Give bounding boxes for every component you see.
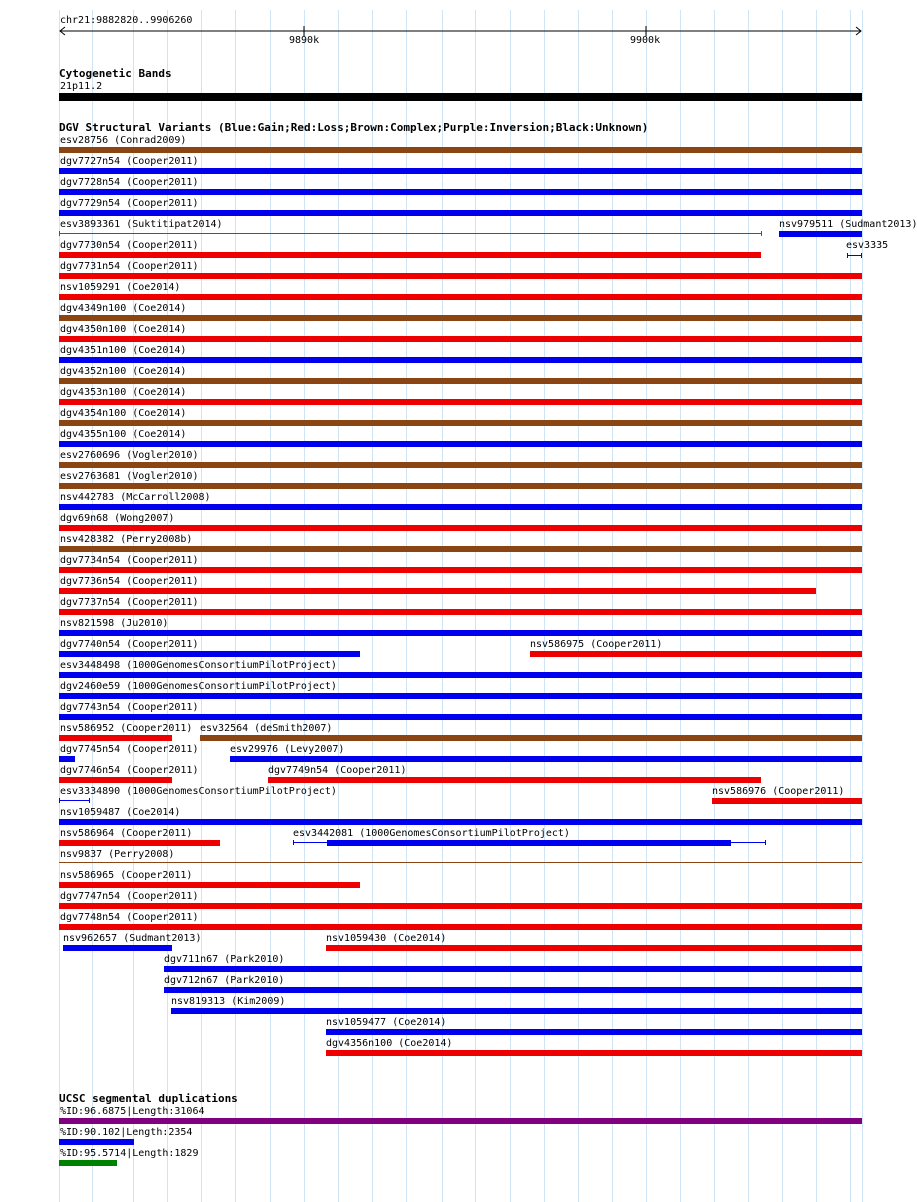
variant-label[interactable]: dgv7749n54 (Cooper2011) bbox=[268, 765, 407, 776]
variant-bar[interactable] bbox=[59, 588, 816, 594]
variant-label[interactable]: dgv4352n100 (Coe2014) bbox=[60, 366, 187, 377]
variant-bar[interactable] bbox=[712, 798, 862, 804]
variant-bar[interactable] bbox=[530, 651, 862, 657]
variant-bar[interactable] bbox=[59, 168, 862, 174]
variant-bar[interactable] bbox=[59, 546, 862, 552]
variant-line[interactable] bbox=[59, 800, 90, 801]
variant-label[interactable]: dgv7745n54 (Cooper2011) bbox=[60, 744, 199, 755]
variant-label[interactable]: dgv7730n54 (Cooper2011) bbox=[60, 240, 199, 251]
variant-line[interactable] bbox=[59, 233, 762, 234]
variant-bar[interactable] bbox=[59, 756, 75, 762]
variant-bar[interactable] bbox=[59, 315, 862, 321]
cytoband-label: 21p11.2 bbox=[60, 81, 103, 92]
variant-bar[interactable] bbox=[268, 777, 761, 783]
variant-label[interactable]: dgv7740n54 (Cooper2011) bbox=[60, 639, 199, 650]
variant-bar[interactable] bbox=[164, 987, 862, 993]
variant-label[interactable]: dgv7747n54 (Cooper2011) bbox=[60, 891, 199, 902]
variant-bar[interactable] bbox=[59, 609, 862, 615]
ruler-tick-label: 9890k bbox=[289, 35, 320, 46]
variant-label[interactable]: dgv7736n54 (Cooper2011) bbox=[60, 576, 199, 587]
variant-end-tick bbox=[89, 798, 90, 803]
variant-bar[interactable] bbox=[59, 693, 862, 699]
variant-bar[interactable] bbox=[59, 147, 862, 153]
variant-bar[interactable] bbox=[59, 462, 862, 468]
variant-label[interactable]: nsv979511 (Sudmant2013) bbox=[779, 219, 917, 230]
variant-label[interactable]: dgv712n67 (Park2010) bbox=[164, 975, 285, 986]
variant-bar[interactable] bbox=[59, 294, 862, 300]
variant-bar[interactable] bbox=[59, 441, 862, 447]
segdup-label[interactable]: %ID:90.102|Length:2354 bbox=[60, 1127, 193, 1138]
variant-label[interactable]: nsv586964 (Cooper2011) bbox=[60, 828, 193, 839]
variant-label[interactable]: nsv821598 (Ju2010) bbox=[60, 618, 169, 629]
variant-label[interactable]: esv3442081 (1000GenomesConsortiumPilotProject) bbox=[293, 828, 570, 839]
variant-bar[interactable] bbox=[59, 399, 862, 405]
variant-label[interactable]: dgv7729n54 (Cooper2011) bbox=[60, 198, 199, 209]
variant-label[interactable]: nsv586975 (Cooper2011) bbox=[530, 639, 663, 650]
variant-label[interactable]: esv3448498 (1000GenomesConsortiumPilotProject) bbox=[60, 660, 337, 671]
variant-bar[interactable] bbox=[59, 504, 862, 510]
variant-bar[interactable] bbox=[59, 189, 862, 195]
variant-label[interactable]: dgv4350n100 (Coe2014) bbox=[60, 324, 187, 335]
variant-bar[interactable] bbox=[59, 924, 862, 930]
variant-bar[interactable] bbox=[59, 525, 862, 531]
variant-label[interactable]: dgv4356n100 (Coe2014) bbox=[326, 1038, 453, 1049]
variant-label[interactable]: dgv2460e59 (1000GenomesConsortiumPilotProject) bbox=[60, 681, 337, 692]
variant-bar[interactable] bbox=[59, 651, 360, 657]
ruler-tick-label: 9900k bbox=[630, 35, 661, 46]
variant-bar[interactable] bbox=[59, 567, 862, 573]
variant-label[interactable]: esv2763681 (Vogler2010) bbox=[60, 471, 199, 482]
variant-line[interactable] bbox=[847, 255, 862, 256]
variant-label[interactable]: nsv1059477 (Coe2014) bbox=[326, 1017, 447, 1028]
variant-end-tick bbox=[765, 840, 766, 845]
variant-label[interactable]: esv3334890 (1000GenomesConsortiumPilotProject) bbox=[60, 786, 337, 797]
variant-bar[interactable] bbox=[326, 1029, 862, 1035]
ruler-range-label: chr21:9882820..9906260 bbox=[60, 15, 193, 26]
variant-bar[interactable] bbox=[200, 735, 862, 741]
track-title: UCSC segmental duplications bbox=[59, 1092, 238, 1105]
variant-label[interactable]: nsv962657 (Sudmant2013) bbox=[63, 933, 202, 944]
variant-bar[interactable] bbox=[59, 735, 172, 741]
track-title: Cytogenetic Bands bbox=[59, 67, 172, 80]
variant-end-tick bbox=[761, 231, 762, 236]
variant-label[interactable]: nsv442783 (McCarroll2008) bbox=[60, 492, 211, 503]
variant-bar[interactable] bbox=[164, 966, 862, 972]
variant-bar[interactable] bbox=[59, 357, 862, 363]
variant-bar[interactable] bbox=[59, 252, 761, 258]
variant-label[interactable]: esv3335 bbox=[846, 240, 889, 251]
variant-line[interactable] bbox=[59, 862, 862, 863]
variant-bar[interactable] bbox=[59, 672, 862, 678]
variant-label[interactable]: dgv7734n54 (Cooper2011) bbox=[60, 555, 199, 566]
track-title: DGV Structural Variants (Blue:Gain;Red:Loss;Brown:Complex;Purple:Inversion;Black:Unknown) bbox=[59, 121, 649, 134]
variant-bar[interactable] bbox=[59, 210, 862, 216]
variant-label[interactable]: dgv7748n54 (Cooper2011) bbox=[60, 912, 199, 923]
variant-label[interactable]: dgv711n67 (Park2010) bbox=[164, 954, 285, 965]
variant-end-tick bbox=[293, 840, 294, 845]
variant-label[interactable]: nsv1059487 (Coe2014) bbox=[60, 807, 181, 818]
variant-label[interactable]: dgv7743n54 (Cooper2011) bbox=[60, 702, 199, 713]
variant-bar[interactable] bbox=[326, 1050, 862, 1056]
segdup-bar[interactable] bbox=[59, 1118, 862, 1124]
variant-label[interactable]: esv28756 (Conrad2009) bbox=[60, 135, 187, 146]
variant-label[interactable]: dgv7737n54 (Cooper2011) bbox=[60, 597, 199, 608]
variant-bar[interactable] bbox=[59, 273, 862, 279]
variant-bar[interactable] bbox=[171, 1008, 862, 1014]
variant-bar[interactable] bbox=[63, 945, 172, 951]
variant-bar[interactable] bbox=[59, 840, 220, 846]
variant-label[interactable]: esv29976 (Levy2007) bbox=[230, 744, 345, 755]
variant-label[interactable]: nsv428382 (Perry2008b) bbox=[60, 534, 193, 545]
variant-end-tick bbox=[847, 253, 848, 258]
variant-label[interactable]: dgv4354n100 (Coe2014) bbox=[60, 408, 187, 419]
variant-bar[interactable] bbox=[59, 630, 862, 636]
variant-bar[interactable] bbox=[230, 756, 862, 762]
variant-label[interactable]: nsv1059430 (Coe2014) bbox=[326, 933, 447, 944]
segdup-bar[interactable] bbox=[59, 1160, 117, 1166]
variant-label[interactable]: dgv69n68 (Wong2007) bbox=[60, 513, 175, 524]
variant-label[interactable]: nsv1059291 (Coe2014) bbox=[60, 282, 181, 293]
variant-bar[interactable] bbox=[327, 840, 731, 846]
variant-label[interactable]: esv3893361 (Suktitipat2014) bbox=[60, 219, 223, 230]
variant-label[interactable]: dgv4353n100 (Coe2014) bbox=[60, 387, 187, 398]
segdup-label[interactable]: %ID:95.5714|Length:1829 bbox=[60, 1148, 199, 1159]
variant-label[interactable]: esv32564 (deSmith2007) bbox=[200, 723, 333, 734]
variant-bar[interactable] bbox=[59, 819, 862, 825]
variant-label[interactable]: dgv7746n54 (Cooper2011) bbox=[60, 765, 199, 776]
variant-label[interactable]: dgv7728n54 (Cooper2011) bbox=[60, 177, 199, 188]
variant-label[interactable]: dgv4351n100 (Coe2014) bbox=[60, 345, 187, 356]
variant-bar[interactable] bbox=[59, 714, 862, 720]
variant-label[interactable]: nsv819313 (Kim2009) bbox=[171, 996, 286, 1007]
variant-bar[interactable] bbox=[59, 378, 862, 384]
variant-end-tick bbox=[59, 798, 60, 803]
variant-end-tick bbox=[59, 231, 60, 236]
variant-bar[interactable] bbox=[59, 336, 862, 342]
variant-bar[interactable] bbox=[326, 945, 862, 951]
variant-end-tick bbox=[861, 253, 862, 258]
variant-bar[interactable] bbox=[59, 420, 862, 426]
segdup-bar[interactable] bbox=[59, 1139, 134, 1145]
cytoband-bar[interactable] bbox=[59, 93, 862, 101]
variant-label[interactable]: dgv4355n100 (Coe2014) bbox=[60, 429, 187, 440]
variant-label[interactable]: dgv7727n54 (Cooper2011) bbox=[60, 156, 199, 167]
variant-label[interactable]: nsv586976 (Cooper2011) bbox=[712, 786, 845, 797]
variant-label[interactable]: nsv586965 (Cooper2011) bbox=[60, 870, 193, 881]
variant-bar[interactable] bbox=[59, 777, 172, 783]
variant-label[interactable]: dgv4349n100 (Coe2014) bbox=[60, 303, 187, 314]
segdup-label[interactable]: %ID:96.6875|Length:31064 bbox=[60, 1106, 205, 1117]
variant-label[interactable]: dgv7731n54 (Cooper2011) bbox=[60, 261, 199, 272]
variant-label[interactable]: esv2760696 (Vogler2010) bbox=[60, 450, 199, 461]
variant-bar[interactable] bbox=[779, 231, 862, 237]
variant-bar[interactable] bbox=[59, 882, 360, 888]
variant-bar[interactable] bbox=[59, 903, 862, 909]
ruler-axis bbox=[58, 26, 866, 38]
variant-label[interactable]: nsv586952 (Cooper2011) bbox=[60, 723, 193, 734]
variant-label[interactable]: nsv9837 (Perry2008) bbox=[60, 849, 175, 860]
variant-bar[interactable] bbox=[59, 483, 862, 489]
